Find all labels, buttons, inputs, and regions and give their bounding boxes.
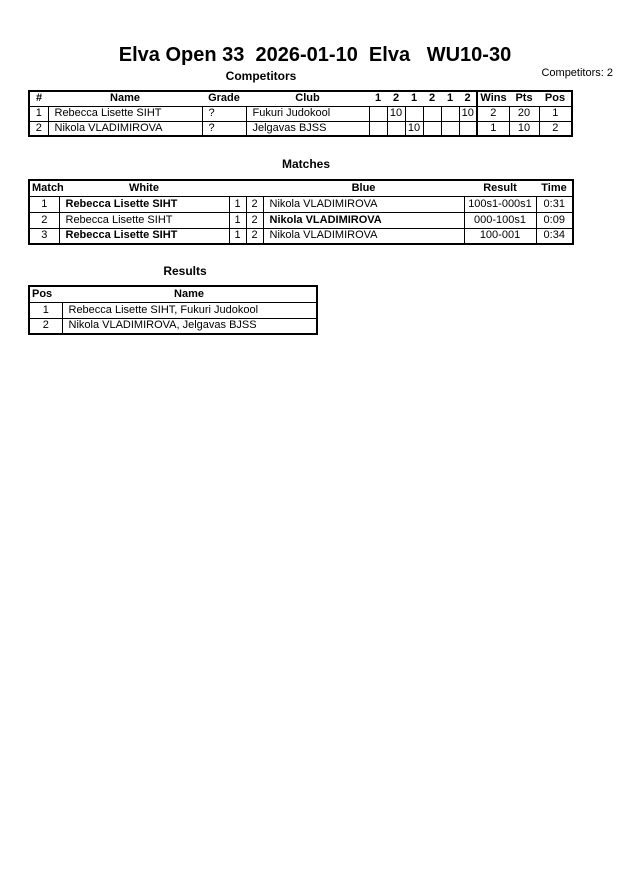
score-cell: 10 [459, 106, 477, 121]
result-name: Nikola VLADIMIROVA, Jelgavas BJSS [62, 318, 317, 334]
col-wins: Wins [477, 91, 509, 106]
match-result: 100-001 [464, 228, 536, 244]
competitor-grade: ? [202, 106, 246, 121]
score-cell [441, 106, 459, 121]
white-number: 1 [229, 228, 246, 244]
competitor-wins: 1 [477, 121, 509, 136]
blue-number: 2 [246, 228, 263, 244]
match-result: 000-100s1 [464, 212, 536, 228]
matches-heading: Matches [281, 157, 331, 171]
result-row [29, 318, 317, 334]
match-number: 1 [29, 196, 59, 212]
results-heading: Results [163, 264, 207, 278]
col-pos: Pos [29, 286, 62, 302]
results-header-row [29, 286, 317, 302]
blue-number: 2 [246, 212, 263, 228]
score-cell [441, 121, 459, 136]
blue-name: Nikola VLADIMIROVA [263, 228, 464, 244]
white-name: Rebecca Lisette SIHT [59, 196, 229, 212]
col-score-6: 2 [459, 91, 477, 106]
white-number: 1 [229, 196, 246, 212]
result-pos: 1 [29, 302, 62, 318]
competitor-pos: 1 [539, 106, 572, 121]
col-score-3: 1 [405, 91, 423, 106]
col-club: Club [246, 91, 369, 106]
white-name: Rebecca Lisette SIHT [59, 228, 229, 244]
competitor-number: 2 [29, 121, 48, 136]
results-table [28, 285, 318, 335]
col-name: Name [62, 286, 317, 302]
competitor-pts: 10 [509, 121, 539, 136]
col-result: Result [464, 180, 536, 196]
col-blue-num [246, 180, 263, 196]
col-score-4: 2 [423, 91, 441, 106]
match-number: 2 [29, 212, 59, 228]
white-name: Rebecca Lisette SIHT [59, 212, 229, 228]
competitor-wins: 2 [477, 106, 509, 121]
col-white-num [229, 180, 246, 196]
score-cell [369, 106, 387, 121]
col-white: White [59, 180, 229, 196]
col-number: # [29, 91, 48, 106]
result-pos: 2 [29, 318, 62, 334]
matches-header-row [29, 180, 573, 196]
competitor-name: Rebecca Lisette SIHT [48, 106, 202, 121]
competitors-table [28, 90, 573, 137]
col-pts: Pts [509, 91, 539, 106]
score-cell [369, 121, 387, 136]
match-number: 3 [29, 228, 59, 244]
col-score-5: 1 [441, 91, 459, 106]
result-name: Rebecca Lisette SIHT, Fukuri Judokool [62, 302, 317, 318]
match-time: 0:09 [536, 212, 573, 228]
col-pos: Pos [539, 91, 572, 106]
competitor-name: Nikola VLADIMIROVA [48, 121, 202, 136]
white-number: 1 [229, 212, 246, 228]
result-row [29, 302, 317, 318]
col-blue: Blue [263, 180, 464, 196]
competitor-club: Fukuri Judokool [246, 106, 369, 121]
competitor-pos: 2 [539, 121, 572, 136]
competitor-grade: ? [202, 121, 246, 136]
col-match: Match [29, 180, 59, 196]
score-cell: 10 [387, 106, 405, 121]
match-row [29, 196, 573, 212]
matches-table [28, 179, 574, 245]
competitor-row [29, 106, 572, 121]
blue-name: Nikola VLADIMIROVA [263, 196, 464, 212]
score-cell [423, 106, 441, 121]
match-time: 0:34 [536, 228, 573, 244]
competitors-heading: Competitors [225, 69, 297, 83]
competitors-count-label: Competitors: 2 [541, 67, 613, 79]
score-cell [459, 121, 477, 136]
score-cell [423, 121, 441, 136]
col-score-2: 2 [387, 91, 405, 106]
match-result: 100s1-000s1 [464, 196, 536, 212]
page-title: Elva Open 33 2026-01-10 Elva WU10-30 [118, 44, 512, 66]
match-row [29, 212, 573, 228]
blue-number: 2 [246, 196, 263, 212]
competitor-pts: 20 [509, 106, 539, 121]
col-name: Name [48, 91, 202, 106]
competitors-header-row [29, 91, 572, 106]
score-cell [387, 121, 405, 136]
col-time: Time [536, 180, 573, 196]
score-cell: 10 [405, 121, 423, 136]
competitor-club: Jelgavas BJSS [246, 121, 369, 136]
blue-name: Nikola VLADIMIROVA [263, 212, 464, 228]
match-row [29, 228, 573, 244]
competitor-row [29, 121, 572, 136]
score-cell [405, 106, 423, 121]
col-grade: Grade [202, 91, 246, 106]
match-time: 0:31 [536, 196, 573, 212]
col-score-1: 1 [369, 91, 387, 106]
competitor-number: 1 [29, 106, 48, 121]
